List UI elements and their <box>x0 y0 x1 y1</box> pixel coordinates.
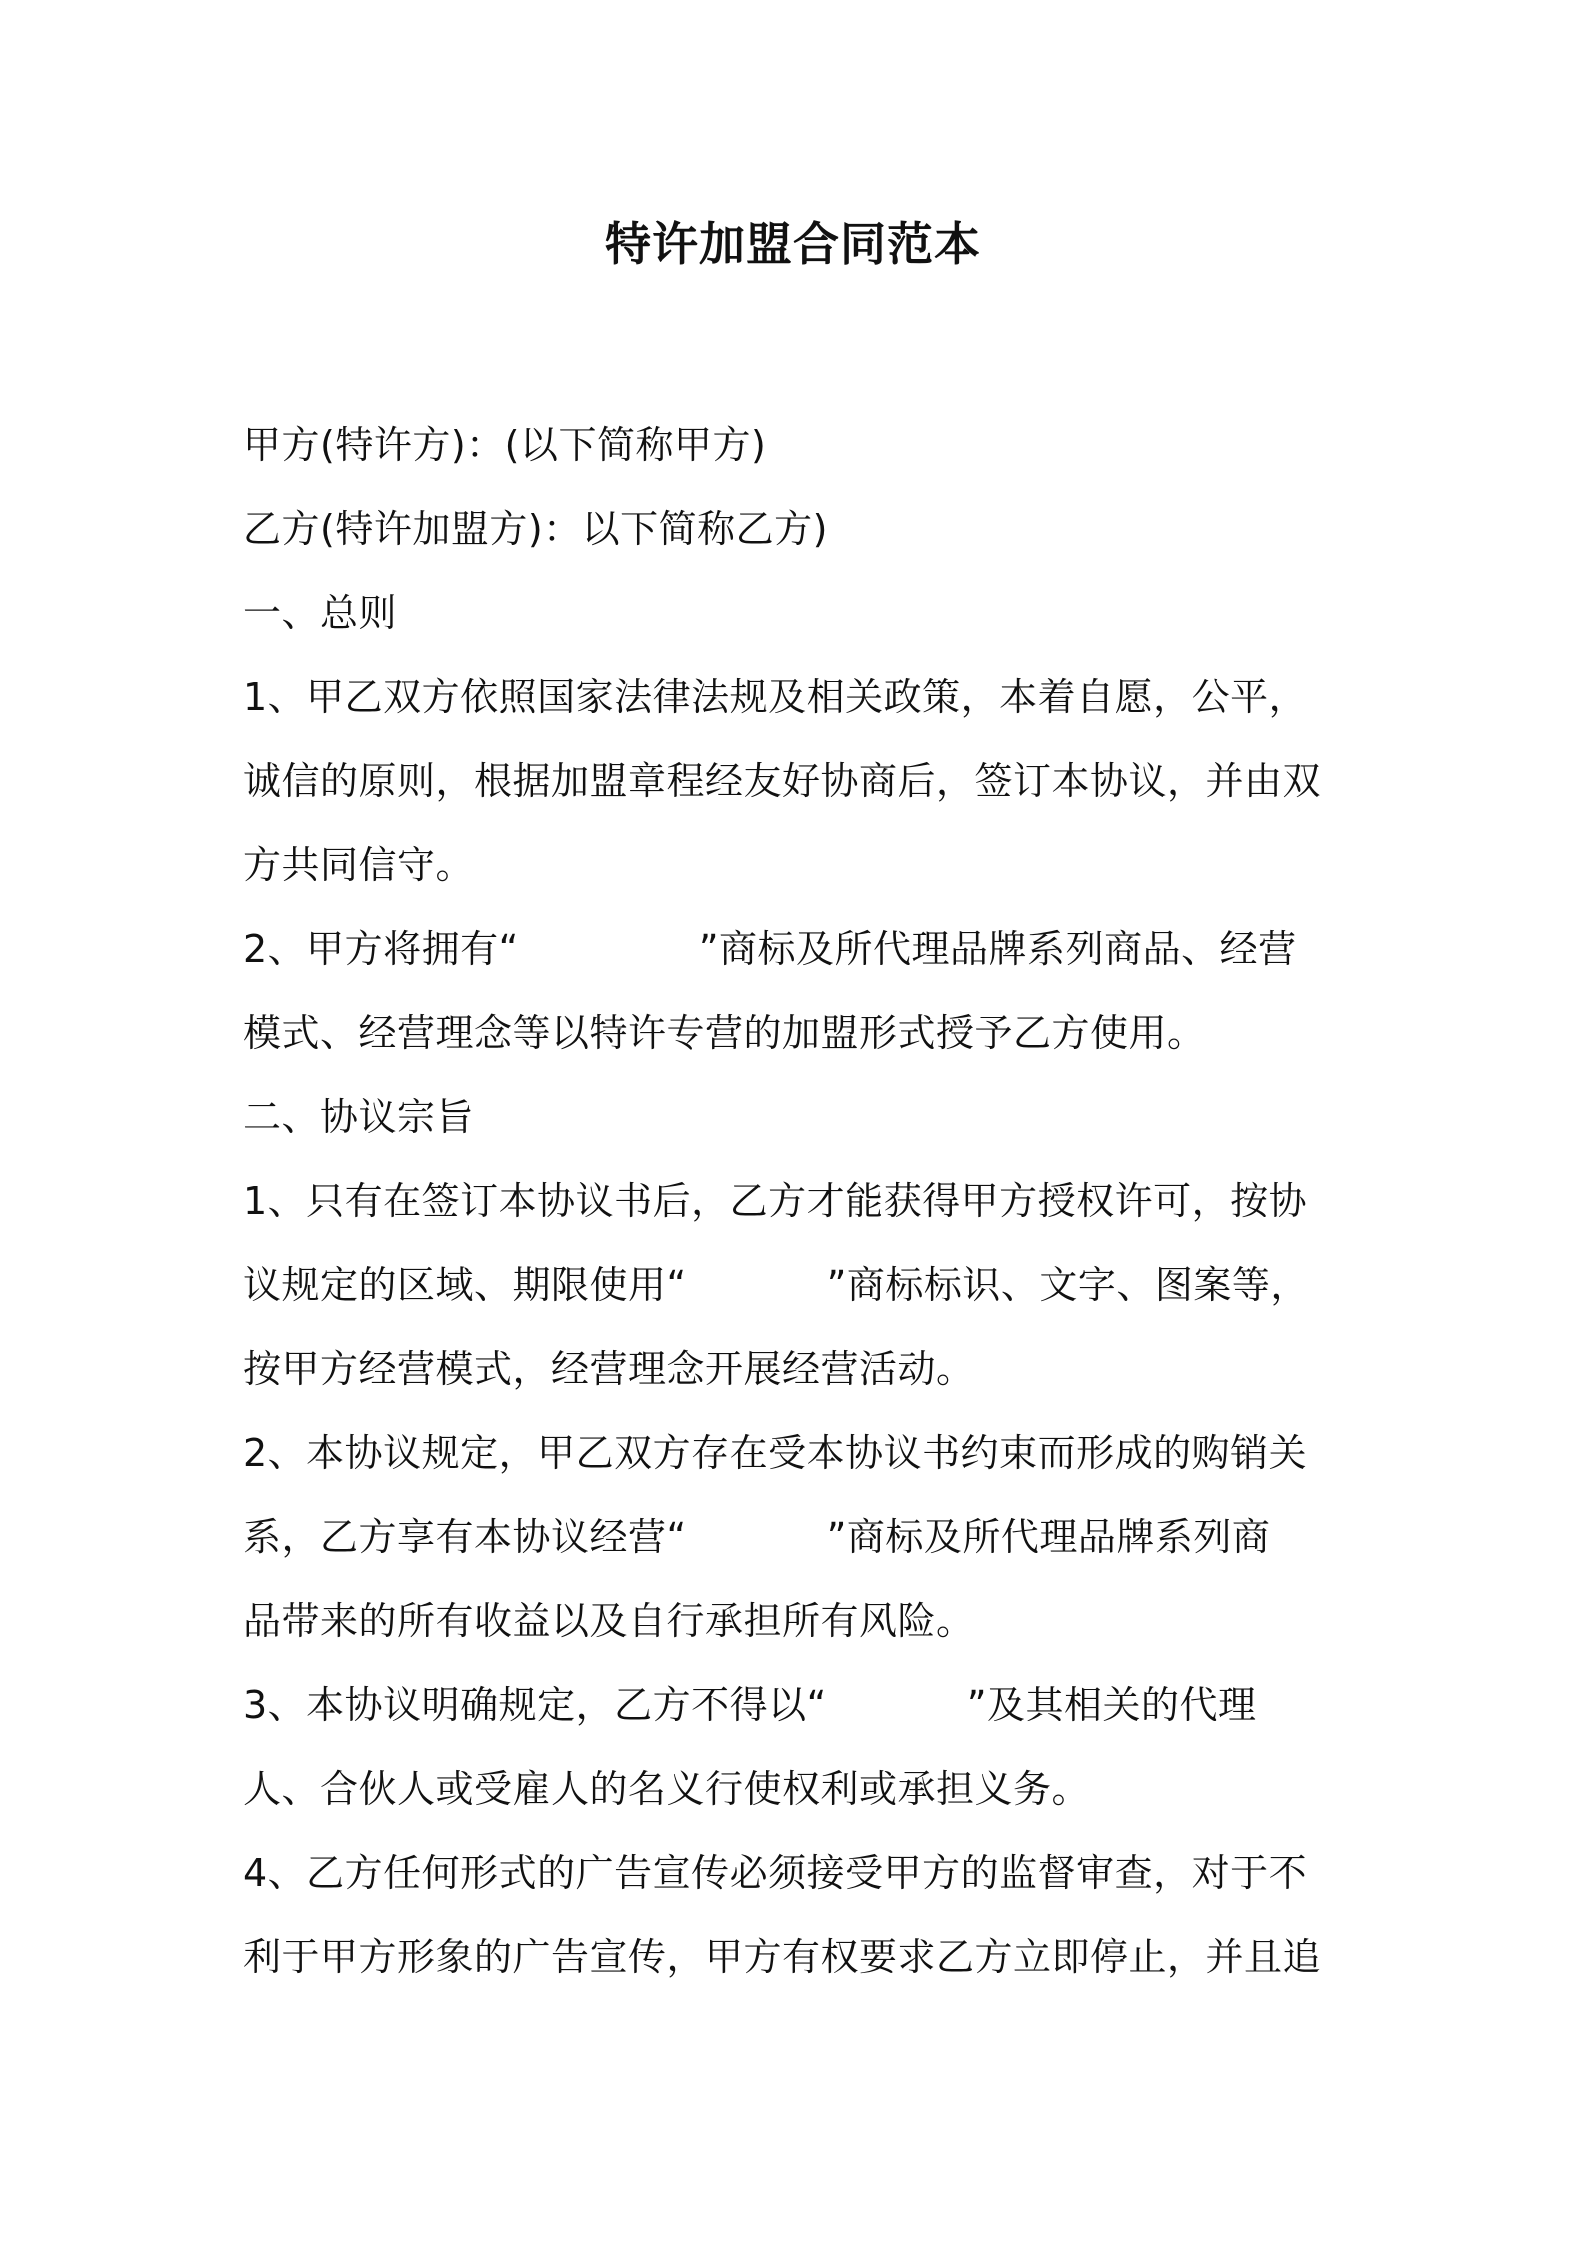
paragraph-line <box>243 907 1373 991</box>
text-segment: ”商标及所代理品牌系列商 <box>826 1515 1271 1559</box>
paragraph-line: 按甲方经营模式，经营理念开展经营活动。 <box>243 1347 975 1391</box>
paragraph-line: 模式、经营理念等以特许专营的加盟形式授予乙方使用。 <box>243 1011 1206 1055</box>
paragraph-line <box>243 1663 1373 1747</box>
text-segment: ”商标标识、文字、图案等， <box>826 1263 1309 1307</box>
section-heading-general: 一、总则 <box>243 591 398 635</box>
paragraph-line: 品带来的所有收益以及自行承担所有风险。 <box>243 1599 975 1643</box>
paragraph-line <box>243 1495 1373 1579</box>
text-segment: 3、本协议明确规定，乙方不得以“ <box>243 1683 827 1727</box>
paragraph-line: 方共同信守。 <box>243 843 475 887</box>
party-a-line: 甲方(特许方)：(以下简称甲方) <box>243 423 767 467</box>
paragraph-line: 2、本协议规定，甲乙双方存在受本协议书约束而形成的购销关 <box>243 1431 1308 1475</box>
paragraph-line: 1、只有在签订本协议书后，乙方才能获得甲方授权许可，按协 <box>243 1179 1308 1223</box>
text-segment: 系，乙方享有本协议经营“ <box>243 1515 687 1559</box>
document-title: 特许加盟合同范本 <box>605 217 981 271</box>
paragraph-line: 1、甲乙双方依照国家法律法规及相关政策，本着自愿，公平， <box>243 675 1308 719</box>
document-body <box>243 403 1373 1999</box>
paragraph-line: 人、合伙人或受雇人的名义行使权利或承担义务。 <box>243 1767 1091 1811</box>
text-segment: 议规定的区域、期限使用“ <box>243 1263 687 1307</box>
paragraph-line <box>243 1243 1373 1327</box>
paragraph-line: 诚信的原则，根据加盟章程经友好协商后，签订本协议，并由双 <box>243 759 1322 803</box>
party-b-line: 乙方(特许加盟方)：以下简称乙方) <box>243 507 828 551</box>
text-segment: ”及其相关的代理 <box>966 1683 1257 1727</box>
text-segment: ”商标及所代理品牌系列商品、经营 <box>698 927 1297 971</box>
paragraph-line: 4、乙方任何形式的广告宣传必须接受甲方的监督审查，对于不 <box>243 1851 1308 1895</box>
section-heading-purpose: 二、协议宗旨 <box>243 1095 475 1139</box>
text-segment: 2、甲方将拥有“ <box>243 927 519 971</box>
paragraph-line: 利于甲方形象的广告宣传，甲方有权要求乙方立即停止，并且追 <box>243 1935 1322 1979</box>
